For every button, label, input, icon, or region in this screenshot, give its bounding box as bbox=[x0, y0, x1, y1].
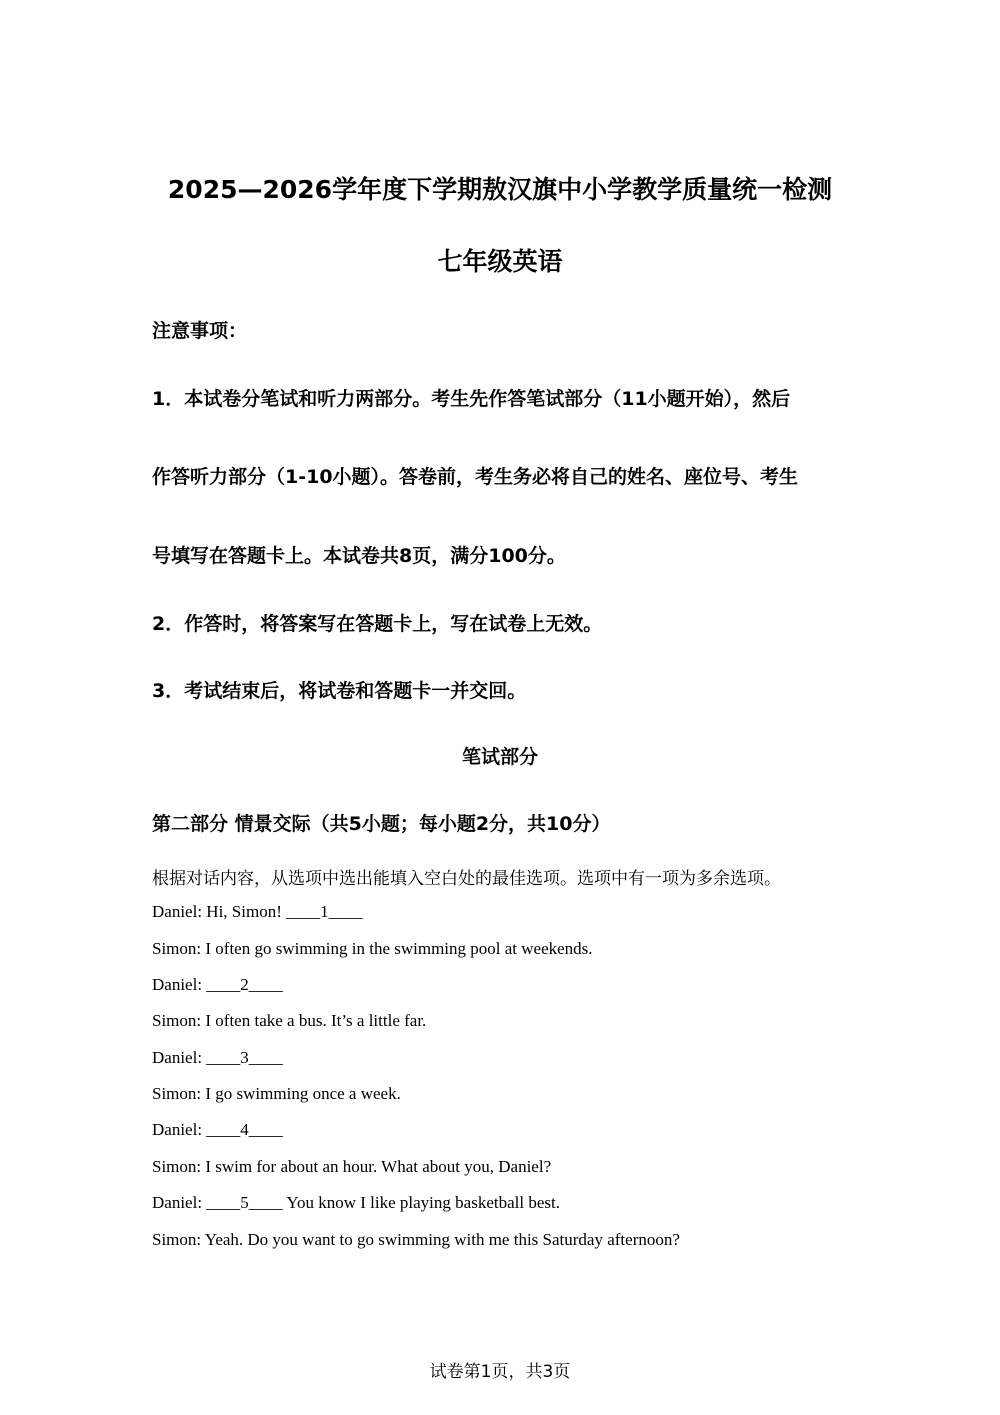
notice-heading: 注意事项： bbox=[152, 320, 248, 342]
dialogue-line: Simon: I go swimming once a week. bbox=[152, 1084, 401, 1103]
dialogue-line: Daniel: ____4____ bbox=[152, 1120, 283, 1139]
dialogue-line: Simon: Yeah. Do you want to go swimming with me this Saturday afternoon? bbox=[152, 1230, 680, 1249]
dialogue-line: Simon: I often go swimming in the swimming pool at weekends. bbox=[152, 939, 593, 958]
dialogue-line: Simon: I swim for about an hour. What about you, Daniel? bbox=[152, 1157, 552, 1176]
part-two-heading: 第二部分 情景交际（共5小题；每小题2分，共10分） bbox=[152, 813, 611, 835]
written-section-heading: 笔试部分 bbox=[461, 746, 538, 768]
instruction-text: 根据对话内容，从选项中选出能填入空白处的最佳选项。选项中有一项为多余选项。 bbox=[152, 869, 781, 889]
exam-subtitle: 七年级英语 bbox=[437, 247, 563, 276]
dialogue-line: Simon: I often take a bus. It’s a little far. bbox=[152, 1011, 427, 1030]
page-footer: 试卷第1页，共3页 bbox=[429, 1362, 571, 1382]
notice-item-2: 2．作答时，将答案写在答题卡上，写在试卷上无效。 bbox=[152, 613, 603, 635]
notice-item-3: 3．考试结束后，将试卷和答题卡一并交回。 bbox=[152, 680, 527, 702]
notice-item-1-line-2: 作答听力部分（1-10小题）。答卷前，考生务必将自己的姓名、座位号、考生 bbox=[152, 466, 799, 488]
exam-title: 2025—2026学年度下学期敖汉旗中小学教学质量统一检测 bbox=[167, 175, 833, 204]
dialogue-line: Daniel: Hi, Simon! ____1____ bbox=[152, 902, 363, 921]
notice-item-1-line-3: 号填写在答题卡上。本试卷共8页，满分100分。 bbox=[152, 545, 566, 567]
dialogue-line: Daniel: ____5____ You know I like playing basketball best. bbox=[152, 1193, 560, 1212]
notice-item-1-line-1: 1．本试卷分笔试和听力两部分。考生先作答笔试部分（11小题开始），然后 bbox=[152, 388, 791, 410]
dialogue-line: Daniel: ____2____ bbox=[152, 975, 283, 994]
dialogue-line: Daniel: ____3____ bbox=[152, 1048, 283, 1067]
